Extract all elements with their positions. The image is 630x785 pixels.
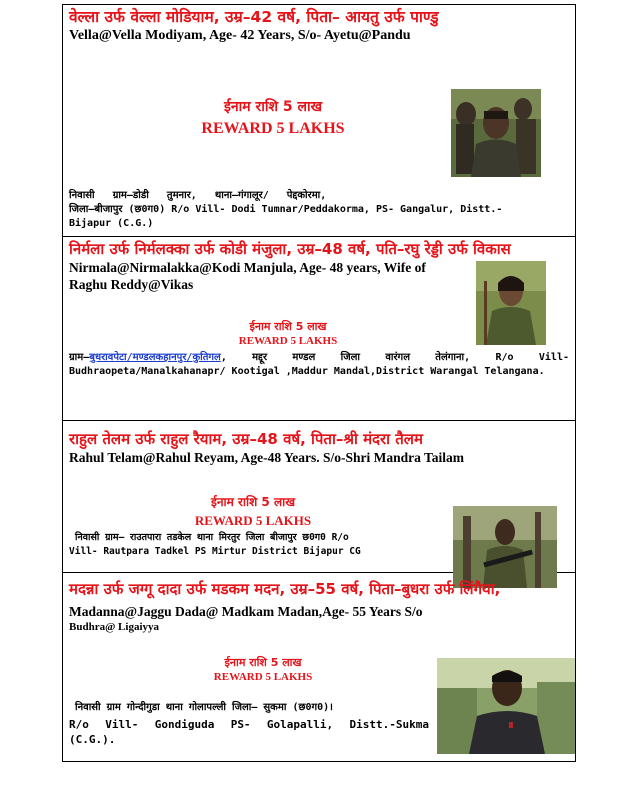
address-line: जिला–बीजापुर (छ0ग0) R/o Vill- Dodi Tumnar/Peddakorma, PS- Gangalur, Distt.-: [69, 204, 503, 215]
address-line: निवासी ग्राम– राउतपारा तडकेल थाना मिरतुर जिला बीजापुर छ0ग0 R/o: [75, 532, 349, 543]
reward-english: REWARD 5 LAKHS: [194, 513, 312, 528]
reward-english: REWARD 5 LAKHS: [213, 671, 313, 683]
english-title: Nirmala@Nirmalakka@Kodi Manjula, Age- 48 years, Wife of Raghu Reddy@Vikas: [69, 260, 426, 292]
address: [63, 189, 575, 231]
address-line: Bijapur (C.G.): [69, 218, 154, 229]
address-line: Vill- Rautpara Tadkel PS Mirtur District Bijapur CG: [69, 546, 361, 557]
hindi-title: राहुल तेलम उर्फ राहुल रैयाम, उम्र–48 वर्ष, पिता–श्री मंदरा तैलम: [69, 430, 423, 448]
person-photo: [437, 658, 575, 754]
address-line: निवासी ग्राम गोन्दीगुडा थाना गोलापल्ली जिला– सुकमा (छ0ग0)।: [75, 702, 333, 713]
village-link[interactable]: बुधरावपेटा/मण्डलकहानपुर/कुतिगल: [89, 352, 221, 363]
address: [63, 531, 453, 559]
english-title: Vella@Vella Modiyam, Age- 42 Years, S/o- Ayetu@Pandu: [69, 28, 411, 43]
reward-hindi: ईनाम राशि 5 लाख: [249, 320, 327, 333]
hindi-title: निर्मला उर्फ निर्मलक्का उर्फ कोडी मंजुला, उम्र–48 वर्ष, पति–रघु रेड्डी उर्फ विकास: [69, 240, 511, 258]
reward-hindi: ईनाम राशि 5 लाख: [210, 495, 296, 509]
person-photo: [476, 261, 546, 345]
address-rest: , मद्दूर मण्डल जिला वारंगल तेलंगाना, R/o Vill- Budhraopeta/Manalkahanapr/ Kootigal ,Maddur Mandal,District Warangal Telangana.: [69, 352, 569, 377]
record-vella: [63, 5, 575, 237]
english-title-continued: Budhra@ Ligaiyya: [69, 621, 160, 633]
record-nirmala: [63, 237, 575, 421]
address-line: निवासी ग्राम–डोडी तुमनार, थाना–गंगालूर/ पेद्दकोरमा,: [69, 190, 327, 201]
record-rahul: [63, 421, 575, 573]
hindi-title: मदन्ना उर्फ जग्गू दादा उर्फ मडकम मदन, उम्र–55 वर्ष, पिता–बुधरा उर्फ लिंगैया,: [69, 580, 501, 598]
record-madanna: [63, 573, 575, 761]
person-photo: [451, 89, 541, 177]
address-prefix: ग्राम–: [69, 352, 90, 363]
address: [63, 701, 435, 747]
wanted-list: [62, 4, 576, 762]
reward-hindi: ईनाम राशि 5 लाख: [224, 656, 302, 669]
reward-english: REWARD 5 LAKHS: [201, 120, 345, 137]
english-title: Madanna@Jaggu Dada@ Madkam Madan,Age- 55 Years S/o: [69, 604, 423, 619]
reward-hindi: ईनाम राशि 5 लाख: [223, 99, 323, 115]
hindi-title: वेल्ला उर्फ वेल्ला मोडियाम, उम्र–42 वर्ष, पिता– आयतु उर्फ पाण्डु: [69, 8, 439, 26]
reward-english: REWARD 5 LAKHS: [238, 335, 338, 347]
address: [63, 351, 575, 379]
address-line: R/o Vill- Gondiguda PS- Golapalli, Distt.-Sukma (C.G.).: [69, 718, 429, 746]
english-title: Rahul Telam@Rahul Reyam, Age-48 Years. S/o-Shri Mandra Tailam: [69, 450, 464, 465]
